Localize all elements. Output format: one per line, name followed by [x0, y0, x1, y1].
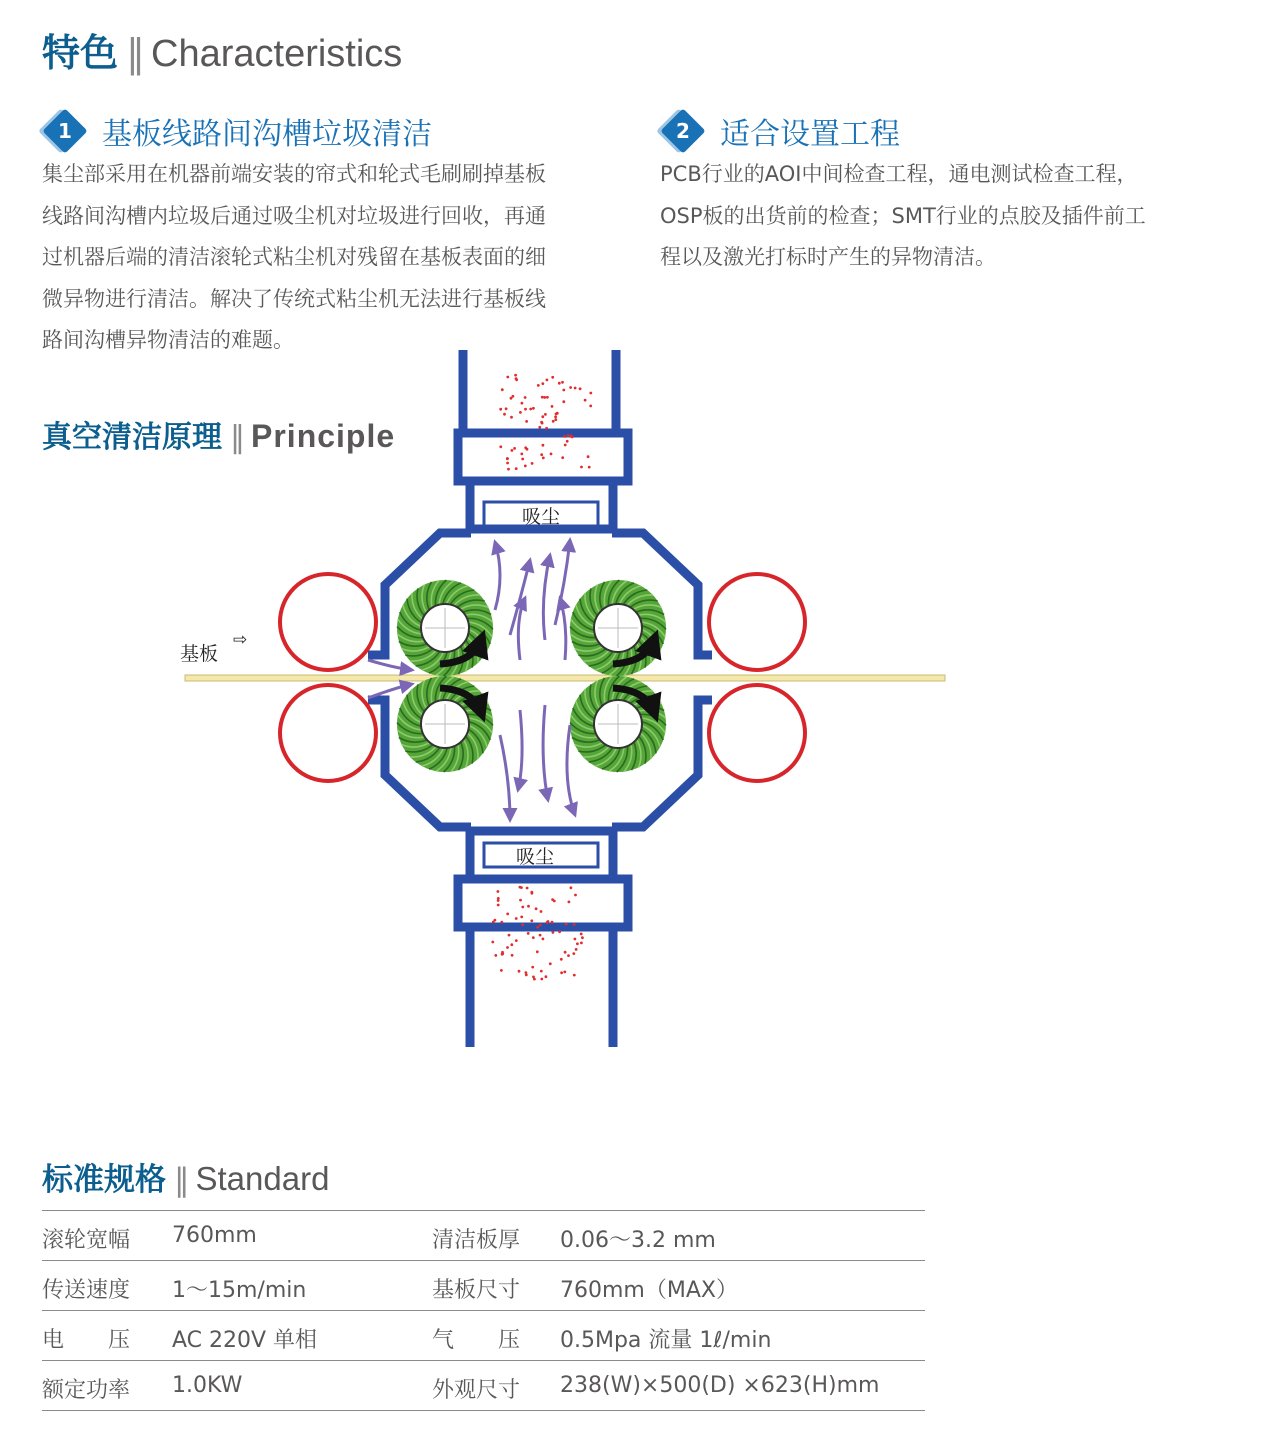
dust-particle — [531, 462, 534, 465]
spec-row — [42, 1310, 925, 1360]
feature-1-line: 线路间沟槽内垃圾后通过吸尘机对垃圾进行回收，再通 — [42, 203, 546, 228]
principle-title-zh: 真空清洁原理 — [42, 420, 222, 455]
dust-particle — [506, 913, 509, 916]
dust-particle — [540, 978, 543, 981]
dust-particle — [546, 379, 549, 382]
dust-particle — [542, 457, 545, 460]
dust-particle — [574, 894, 577, 897]
dust-particle — [570, 886, 573, 889]
dust-particle — [505, 407, 508, 410]
dust-particle — [520, 916, 523, 919]
dust-particle — [513, 447, 516, 450]
dust-particle — [574, 387, 577, 390]
dust-particle — [503, 413, 506, 416]
characteristics-title-en: Characteristics — [151, 33, 403, 75]
dust-particle — [515, 939, 518, 942]
dust-particle — [497, 890, 500, 893]
dust-particle — [563, 971, 566, 974]
spec-value: 1～15m/min — [172, 1278, 307, 1303]
dust-particle — [566, 440, 569, 443]
spec-row — [42, 1210, 925, 1260]
dust-particle — [542, 938, 545, 941]
dust-particle — [561, 381, 564, 384]
dust-particle — [589, 405, 592, 408]
dust-particle — [491, 941, 494, 944]
dust-particle — [525, 971, 528, 974]
dust-particle — [547, 920, 550, 923]
pinch-roller — [280, 685, 376, 781]
dust-particle — [524, 396, 527, 399]
dust-particle — [506, 376, 509, 379]
bottom-suction-label: 吸尘 — [515, 846, 555, 868]
dust-particle — [570, 434, 573, 437]
spec-label: 气 压 — [432, 1328, 521, 1353]
dust-particle — [541, 396, 544, 399]
dust-particle — [558, 930, 561, 933]
dust-particle — [532, 407, 535, 410]
dust-particle — [526, 887, 529, 890]
feature-1-line: 集尘部采用在机器前端安装的帘式和轮式毛刷刷掉基板 — [42, 162, 546, 186]
dust-particle — [531, 966, 534, 969]
dust-particle — [539, 934, 542, 937]
dust-particle — [564, 444, 567, 447]
dust-particle — [573, 923, 576, 926]
dust-particle — [520, 886, 523, 889]
dust-particle — [499, 445, 502, 448]
dust-particle — [530, 919, 533, 922]
dust-particle — [501, 951, 504, 954]
dust-particle — [537, 384, 540, 387]
dust-particle — [580, 466, 583, 469]
dust-particle — [541, 415, 544, 418]
feed-direction-arrow-icon: ⇨ — [233, 630, 248, 650]
dust-particle — [525, 420, 528, 423]
dust-particle — [541, 382, 544, 385]
spec-value: 0.06～3.2 mm — [560, 1228, 716, 1253]
heading-separator: ‖ — [126, 31, 146, 75]
spec-value: 238(W)×500(D) ×623(H)mm — [560, 1373, 880, 1398]
dust-particle — [529, 408, 532, 411]
spec-value: 760mm（MAX） — [560, 1278, 738, 1303]
dust-particle — [561, 456, 564, 459]
spec-table — [42, 1210, 925, 1411]
standard-title-en: Standard — [195, 1160, 330, 1197]
spec-value: 760mm — [172, 1223, 257, 1248]
dust-particle — [558, 382, 561, 385]
spec-row — [42, 1260, 925, 1310]
dust-particle — [587, 455, 590, 458]
dust-particle — [546, 396, 549, 399]
spec-value: 1.0KW — [172, 1373, 243, 1398]
brush-roller — [397, 676, 493, 772]
dust-particle — [531, 892, 534, 895]
dust-particle — [552, 420, 555, 423]
dust-particle — [527, 905, 530, 908]
dust-particle — [584, 399, 587, 402]
dust-particle — [580, 933, 583, 936]
spec-label: 清洁板厚 — [432, 1228, 521, 1253]
dust-particle — [512, 395, 515, 398]
dust-particle — [572, 952, 575, 955]
substrate-board — [185, 675, 945, 681]
spec-label: 传送速度 — [42, 1278, 131, 1303]
dust-particle — [560, 958, 563, 961]
principle-title-en: Principle — [251, 418, 396, 454]
dust-particle — [549, 962, 552, 965]
dust-particle — [501, 388, 504, 391]
dust-particle — [497, 904, 500, 907]
dust-particle — [535, 907, 538, 910]
spec-value: AC 220V 单相 — [172, 1328, 318, 1353]
dust-particle — [519, 411, 522, 414]
dust-particle — [579, 387, 582, 390]
dust-particle — [515, 467, 518, 470]
dust-particle — [542, 444, 545, 447]
dust-particle — [581, 936, 584, 939]
brush-roller — [570, 580, 666, 676]
dust-particle — [500, 969, 503, 972]
dust-particle — [514, 374, 517, 377]
feature-1-line: 微异物进行清洁。解决了传统式粘尘机无法进行基板线 — [42, 286, 546, 311]
dust-particle — [506, 457, 509, 460]
dust-particle — [539, 924, 542, 927]
dust-particle — [520, 453, 523, 456]
dust-particle — [562, 389, 565, 392]
dust-particle — [556, 412, 559, 415]
dust-particle — [494, 954, 497, 957]
feature-2-line: OSP板的出货前的检查；SMT行业的点胶及插件前工 — [660, 203, 1146, 228]
dust-particle — [575, 948, 578, 951]
spec-label: 滚轮宽幅 — [42, 1228, 131, 1253]
dust-particle — [563, 435, 566, 438]
dust-particle — [567, 434, 570, 437]
dust-particle — [551, 921, 554, 924]
feature-2-line: 程以及激光打标时产生的异物清洁。 — [660, 245, 996, 269]
dust-particle — [497, 897, 500, 900]
heading-separator: ‖ — [230, 420, 245, 455]
dust-particle — [560, 971, 563, 974]
dust-particle — [521, 402, 524, 405]
dust-particle — [533, 978, 536, 981]
dust-particle — [545, 975, 548, 978]
top-suction-label: 吸尘 — [521, 506, 561, 528]
dust-particle — [521, 906, 524, 909]
dust-particle — [568, 901, 571, 904]
spec-label: 外观尺寸 — [432, 1378, 521, 1403]
dust-particle — [506, 462, 509, 465]
dust-particle — [521, 458, 524, 461]
spec-label: 电 压 — [42, 1328, 131, 1353]
standard-title-zh: 标准规格 — [42, 1162, 166, 1198]
feature-1-label: 基板线路间沟槽垃圾清洁 — [102, 117, 432, 152]
dust-particle — [543, 396, 546, 399]
dust-particle — [524, 408, 527, 411]
dust-particle — [551, 376, 554, 379]
dust-particle — [552, 931, 555, 934]
pinch-roller — [709, 685, 805, 781]
feature-1-number: 1 — [58, 119, 72, 143]
dust-particle — [500, 921, 503, 924]
dust-particle — [510, 943, 513, 946]
dust-particle — [540, 910, 543, 913]
feature-1-line: 路间沟槽异物清洁的难题。 — [42, 328, 294, 352]
dust-particle — [518, 970, 521, 973]
dust-particle — [551, 405, 554, 408]
dust-particle — [550, 453, 553, 456]
spec-label: 额定功率 — [42, 1378, 131, 1403]
feature-2-line: PCB行业的AOI中间检查工程，通电测试检查工程， — [660, 162, 1138, 186]
dust-particle — [554, 416, 557, 419]
dust-particle — [562, 400, 565, 403]
pinch-roller — [709, 574, 805, 670]
brush-roller — [570, 676, 666, 772]
dust-particle — [507, 468, 510, 471]
dust-particle — [567, 954, 570, 957]
dust-particle — [565, 923, 568, 926]
dust-particle — [589, 392, 592, 395]
heading-separator: ‖ — [174, 1162, 190, 1198]
dust-particle — [540, 970, 543, 973]
dust-particle — [545, 427, 548, 430]
dust-particle — [506, 946, 509, 949]
pinch-roller — [280, 574, 376, 670]
dust-particle — [499, 408, 502, 411]
dust-particle — [574, 938, 577, 941]
dust-particle — [564, 951, 567, 954]
feature-2-number: 2 — [676, 119, 690, 143]
dust-particle — [521, 923, 524, 926]
dust-particle — [536, 950, 539, 953]
spec-row — [42, 1360, 925, 1411]
dust-particle — [524, 446, 527, 449]
spec-label: 基板尺寸 — [432, 1278, 521, 1303]
dust-particle — [527, 932, 530, 935]
dust-particle — [524, 465, 527, 468]
dust-particle — [544, 413, 547, 416]
dust-particle — [532, 936, 535, 939]
dust-particle — [588, 466, 591, 469]
dust-particle — [515, 377, 518, 380]
dust-particle — [553, 900, 556, 903]
dust-particle — [508, 934, 511, 937]
dust-particle — [573, 974, 576, 977]
substrate-label: 基板 — [180, 643, 219, 665]
dust-particle — [519, 899, 522, 902]
dust-particle — [511, 449, 514, 452]
feature-2-label: 适合设置工程 — [720, 117, 900, 152]
dust-particle — [540, 453, 543, 456]
dust-particle — [580, 942, 583, 945]
dust-particle — [569, 386, 572, 389]
spec-value: 0.5Mpa 流量 1ℓ/min — [560, 1328, 772, 1353]
dust-particle — [576, 942, 579, 945]
dust-particle — [538, 426, 541, 429]
brush-roller — [397, 580, 493, 676]
standard-heading — [42, 1154, 329, 1199]
dust-particle — [492, 921, 495, 924]
dust-particle — [511, 954, 514, 957]
dust-particle — [554, 418, 557, 421]
dust-particle — [540, 421, 543, 424]
dust-particle — [510, 416, 513, 419]
dust-particle — [536, 926, 539, 929]
feature-1-line: 过机器后端的清洁滚轮式粘尘机对残留在基板表面的细 — [42, 245, 546, 269]
dust-particle — [515, 917, 518, 920]
characteristics-title-zh: 特色 — [42, 31, 119, 75]
